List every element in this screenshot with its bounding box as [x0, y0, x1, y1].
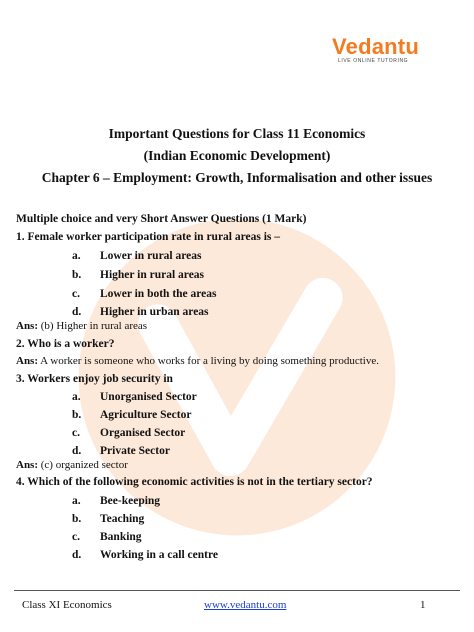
q3-option-a-letter: a.	[72, 391, 81, 403]
q3-option-a-text: Unorganised Sector	[100, 391, 197, 403]
answer-3	[16, 459, 128, 471]
q4-option-a-letter: a.	[72, 495, 81, 507]
question-1: 1. Female worker participation rate in rural areas is –	[16, 231, 281, 243]
q4-option-b-letter: b.	[72, 513, 82, 525]
question-4: 4. Which of the following economic activities is not in the tertiary sector?	[16, 476, 373, 488]
answer-1	[16, 320, 147, 332]
q3-option-d-text: Private Sector	[100, 445, 170, 457]
footer-course: Class XI Economics	[22, 599, 112, 611]
q1-option-a-text: Lower in rural areas	[100, 250, 202, 262]
page-number: 1	[420, 599, 426, 611]
q4-option-d-text: Working in a call centre	[100, 549, 218, 561]
q1-option-d-letter: d.	[72, 306, 82, 318]
q4-option-c-text: Banking	[100, 531, 142, 543]
answer-text: (c) organized sector	[38, 459, 128, 471]
q4-option-d-letter: d.	[72, 549, 82, 561]
logo-tagline: LIVE ONLINE TUTORING	[338, 58, 409, 64]
answer-label: Ans:	[16, 355, 39, 367]
vedantu-logo	[332, 34, 418, 64]
title-line-3: Chapter 6 – Employment: Growth, Informalisation and other issues	[41, 170, 433, 185]
question-2: 2. Who is a worker?	[16, 338, 115, 350]
q3-option-b-letter: b.	[72, 409, 82, 421]
q4-option-c-letter: c.	[72, 531, 80, 543]
answer-2	[16, 355, 379, 367]
q3-option-d-letter: d.	[72, 445, 82, 457]
answer-text: A worker is someone who works for a living by doing something productive.	[38, 355, 379, 367]
answer-text: (b) Higher in rural areas	[38, 320, 148, 332]
q4-option-b-text: Teaching	[100, 513, 145, 525]
answer-label: Ans:	[16, 459, 39, 471]
q1-option-c-text: Lower in both the areas	[100, 288, 217, 300]
question-3: 3. Workers enjoy job security in	[16, 373, 173, 385]
answer-label: Ans:	[16, 320, 39, 332]
q3-option-b-text: Agriculture Sector	[100, 409, 192, 421]
q4-option-a-text: Bee-keeping	[100, 495, 161, 507]
q1-option-c-letter: c.	[72, 288, 80, 300]
q1-option-b-letter: b.	[72, 269, 82, 281]
logo-wordmark: Vedantu	[332, 34, 419, 59]
q1-option-d-text: Higher in urban areas	[100, 306, 209, 318]
q1-option-a-letter: a.	[72, 250, 81, 262]
footer-divider	[14, 590, 460, 591]
title-line-2: (Indian Economic Development)	[143, 148, 331, 163]
footer-website-link[interactable]: www.vedantu.com	[204, 599, 287, 611]
q1-option-b-text: Higher in rural areas	[100, 269, 205, 281]
title-line-1: Important Questions for Class 11 Economics	[108, 126, 366, 141]
section-heading: Multiple choice and very Short Answer Questions (1 Mark)	[16, 213, 307, 225]
q3-option-c-letter: c.	[72, 427, 80, 439]
q3-option-c-text: Organised Sector	[100, 427, 186, 439]
